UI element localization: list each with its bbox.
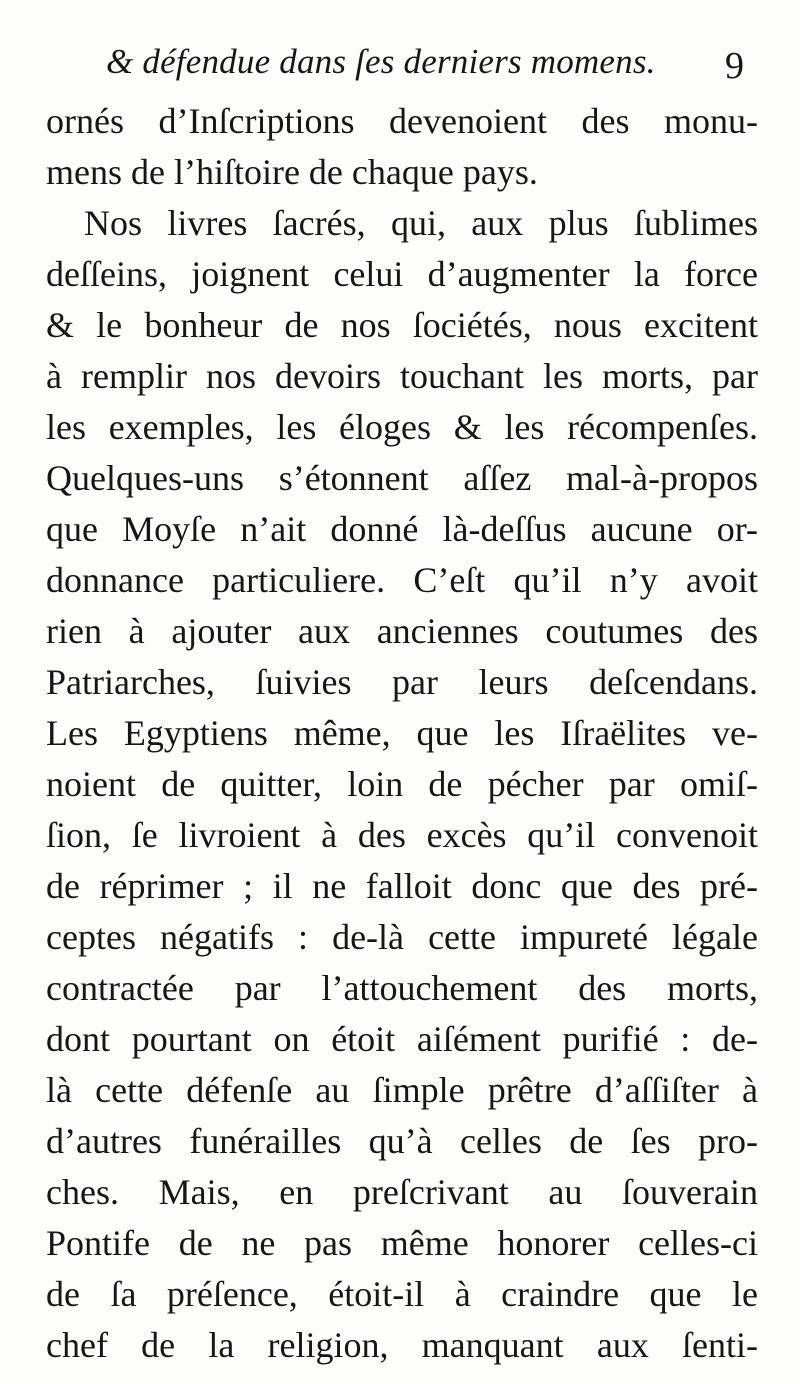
text-line: ſion, ſe livroient à des excès qu’il convenoit (46, 815, 758, 855)
text-line: ornés d’Inſcriptions devenoient des monu- (46, 101, 758, 141)
text-line: contractée par l’attouchement des morts, (46, 968, 758, 1008)
text-line: à remplir nos devoirs touchant les morts, par (46, 356, 758, 396)
text-line: les exemples, les éloges & les récompenſes. (46, 407, 758, 447)
text-line: Pontife de ne pas même honorer celles-ci (46, 1223, 758, 1263)
text-line: Quelques-uns s’étonnent aſſez mal-à-propos (46, 458, 758, 498)
text-line: Les Egyptiens même, que les Iſraëlites ve- (46, 713, 758, 753)
page-header (86, 42, 766, 98)
text-line: chef de la religion, manquant aux ſenti- (46, 1325, 758, 1365)
page-number: 9 (725, 45, 744, 87)
text-line: & le bonheur de nos ſociétés, nous excitent (46, 305, 758, 345)
text-line: là cette défenſe au ſimple prêtre d’aſſiſter à (46, 1070, 758, 1110)
text-line: deſſeins, joignent celui d’augmenter la force (46, 254, 758, 294)
text-line: d’autres funérailles qu’à celles de ſes pro- (46, 1121, 758, 1161)
text-line: donnance particuliere. C’eſt qu’il n’y avoit (46, 560, 758, 600)
text-line: ches. Mais, en preſcrivant au ſouverain (46, 1172, 758, 1212)
text-line: rien à ajouter aux anciennes coutumes des (46, 611, 758, 651)
text-line: que Moyſe n’ait donné là-deſſus aucune or- (46, 509, 758, 549)
text-line: noient de quitter, loin de pécher par omiſ- (46, 764, 758, 804)
text-line: Patriarches, ſuivies par leurs deſcendans. (46, 662, 758, 702)
text-line: ceptes négatifs : de-là cette impureté légale (46, 917, 758, 957)
text-line: dont pourtant on étoit aiſément purifié : de- (46, 1019, 758, 1059)
paragraph-start-line: Nos livres ſacrés, qui, aux plus ſublimes (84, 203, 758, 243)
text-line: de réprimer ; il ne falloit donc que des pré- (46, 866, 758, 906)
body-text (46, 96, 758, 1371)
text-line: mens de l’hiſtoire de chaque pays. (46, 152, 538, 192)
running-title: & défendue dans ſes derniers momens. (106, 42, 656, 81)
text-line: de ſa préſence, étoit-il à craindre que le (46, 1274, 758, 1314)
